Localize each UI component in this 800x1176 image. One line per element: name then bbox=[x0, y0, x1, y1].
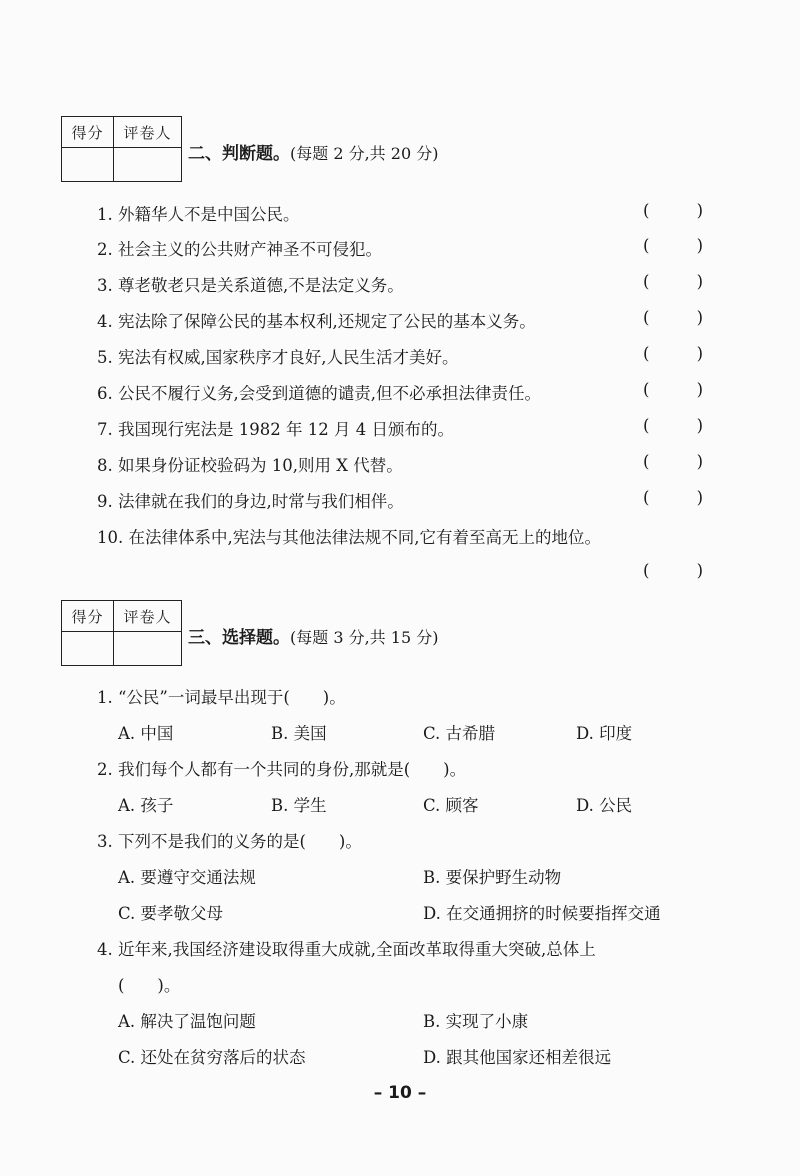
choice-question: 3. 下列不是我们的义务的是( )。 bbox=[97, 832, 362, 851]
section2-score-note: (每题 2 分,共 20 分) bbox=[290, 144, 439, 163]
judgment-item: 6. 公民不履行义务,会受到道德的谴责,但不必承担法律责任。 bbox=[97, 384, 541, 403]
choice-option[interactable]: A. 要遵守交通法规 bbox=[118, 868, 256, 887]
answer-paren[interactable]: ( ) bbox=[643, 272, 703, 291]
grader-label: 评卷人 bbox=[114, 601, 181, 632]
choice-question: 1. “公民”一词最早出现于( )。 bbox=[97, 688, 346, 707]
choice-option[interactable]: A. 孩子 bbox=[118, 796, 174, 815]
choice-question: 2. 我们每个人都有一个共同的身份,那就是( )。 bbox=[97, 760, 467, 779]
judgment-item: 8. 如果身份证校验码为 10,则用 X 代替。 bbox=[97, 456, 403, 475]
choice-option[interactable]: D. 印度 bbox=[576, 724, 633, 743]
choice-option[interactable]: B. 学生 bbox=[271, 796, 327, 815]
choice-option[interactable]: C. 顾客 bbox=[423, 796, 479, 815]
grader-entry-cell[interactable] bbox=[114, 632, 181, 665]
answer-paren[interactable]: ( ) bbox=[643, 416, 703, 435]
score-entry-cell[interactable] bbox=[62, 148, 114, 181]
answer-paren[interactable]: ( ) bbox=[643, 561, 703, 580]
choice-option[interactable]: B. 美国 bbox=[271, 724, 327, 743]
score-label: 得分 bbox=[62, 601, 114, 632]
judgment-item: 5. 宪法有权威,国家秩序才良好,人民生活才美好。 bbox=[97, 348, 459, 367]
judgment-item: 1. 外籍华人不是中国公民。 bbox=[97, 205, 300, 224]
section2-title bbox=[188, 139, 438, 164]
answer-paren[interactable]: ( ) bbox=[643, 236, 703, 255]
judgment-item: 3. 尊老敬老只是关系道德,不是法定义务。 bbox=[97, 276, 404, 295]
judgment-item: 7. 我国现行宪法是 1982 年 12 月 4 日颁布的。 bbox=[97, 420, 454, 439]
answer-paren[interactable]: ( ) bbox=[643, 201, 703, 220]
choice-option[interactable]: D. 在交通拥挤的时候要指挥交通 bbox=[423, 904, 661, 923]
section2-heading: 二、判断题。 bbox=[188, 144, 290, 164]
choice-option[interactable]: C. 还处在贫穷落后的状态 bbox=[118, 1048, 306, 1067]
choice-option[interactable]: A. 解决了温饱问题 bbox=[118, 1012, 256, 1031]
choice-question: 4. 近年来,我国经济建设取得重大成就,全面改革取得重大突破,总体上 bbox=[97, 940, 596, 959]
section3-title bbox=[188, 623, 438, 648]
judgment-item: 10. 在法律体系中,宪法与其他法律法规不同,它有着至高无上的地位。 bbox=[97, 528, 601, 547]
page-number: – 10 – bbox=[373, 1083, 427, 1103]
grader-entry-cell[interactable] bbox=[114, 148, 181, 181]
score-box-section3 bbox=[61, 600, 182, 666]
choice-option[interactable]: D. 公民 bbox=[576, 796, 633, 815]
grader-label: 评卷人 bbox=[114, 117, 181, 148]
answer-paren[interactable]: ( ) bbox=[643, 380, 703, 399]
answer-paren[interactable]: ( ) bbox=[643, 344, 703, 363]
score-label: 得分 bbox=[62, 117, 114, 148]
choice-option[interactable]: B. 实现了小康 bbox=[423, 1012, 529, 1031]
section3-score-note: (每题 3 分,共 15 分) bbox=[290, 628, 439, 647]
answer-paren[interactable]: ( ) bbox=[643, 452, 703, 471]
choice-option[interactable]: C. 要孝敬父母 bbox=[118, 904, 224, 923]
answer-paren[interactable]: ( ) bbox=[643, 308, 703, 327]
score-box-section2 bbox=[61, 116, 182, 182]
judgment-item: 4. 宪法除了保障公民的基本权利,还规定了公民的基本义务。 bbox=[97, 312, 536, 331]
choice-option[interactable]: A. 中国 bbox=[118, 724, 174, 743]
choice-question-continuation[interactable]: ( )。 bbox=[118, 976, 181, 995]
choice-option[interactable]: C. 古希腊 bbox=[423, 724, 496, 743]
judgment-item: 9. 法律就在我们的身边,时常与我们相伴。 bbox=[97, 492, 404, 511]
choice-option[interactable]: B. 要保护野生动物 bbox=[423, 868, 562, 887]
choice-option[interactable]: D. 跟其他国家还相差很远 bbox=[423, 1048, 612, 1067]
section3-heading: 三、选择题。 bbox=[188, 628, 290, 648]
judgment-item: 2. 社会主义的公共财产神圣不可侵犯。 bbox=[97, 240, 382, 259]
score-entry-cell[interactable] bbox=[62, 632, 114, 665]
answer-paren[interactable]: ( ) bbox=[643, 488, 703, 507]
